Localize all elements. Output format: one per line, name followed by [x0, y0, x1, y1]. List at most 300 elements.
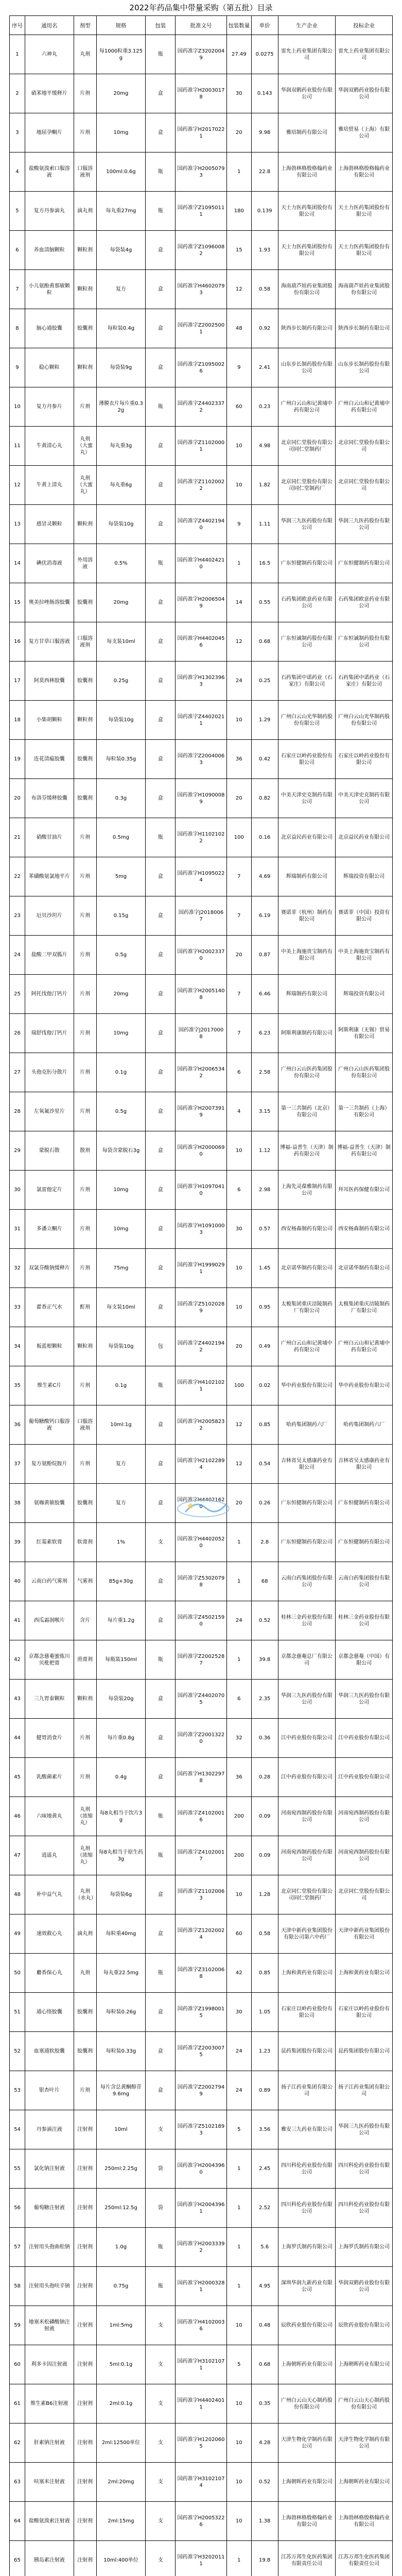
table-cell: 广州白云山光华制药股份有限公司 — [338, 714, 390, 726]
table-cell: 国药准字Z41020017 — [176, 1836, 227, 1875]
table-row — [9, 2502, 393, 2541]
table-cell: 国药准字H20051408 — [176, 975, 227, 1013]
table-cell: 2.45 — [252, 2149, 278, 2188]
table-cell: 20 — [227, 779, 252, 818]
table-cell: 天士力医药集团股份有限公司 — [338, 205, 390, 217]
table-row — [9, 622, 393, 662]
table-cell: 广东恒健制药有限公司 — [338, 1500, 390, 1506]
table-cell: 北京益民药业有限公司 — [278, 818, 336, 857]
table-cell: 32 — [227, 1719, 252, 1757]
table-cell: 0.1g — [97, 1053, 146, 1092]
table-cell: 38 — [10, 1484, 25, 1522]
table-cell: 广州白云山天心制药股份有限公司 — [278, 2384, 336, 2423]
table-cell: 丸剂（大蜜丸） — [74, 427, 97, 465]
table-cell: 国药准字Z10950111 — [176, 192, 227, 230]
table-cell: 每袋含蒙脱石3g — [97, 1131, 146, 1170]
table-cell: 盒 — [146, 701, 176, 739]
table-cell: 盒 — [146, 1680, 176, 1718]
table-cell: 9 — [227, 505, 252, 544]
table-cell: 0.23 — [252, 387, 278, 426]
table-cell: 64 — [10, 2502, 25, 2540]
table-cell: 盒 — [146, 270, 176, 309]
table-cell: 15 — [227, 231, 252, 269]
table-cell: 口服溶液剂 — [74, 1405, 97, 1444]
table-cell: 哈药集团制药六厂 — [278, 1405, 336, 1444]
table-cell: 国药准字Z32020049 — [176, 35, 227, 74]
table-cell: 山东步长制药股份有限公司 — [338, 361, 390, 374]
table-cell: 10 — [10, 387, 25, 426]
table-cell: 支 — [146, 2502, 176, 2540]
table-cell: 2ml:12500单位 — [97, 2424, 146, 2462]
table-cell: 36 — [227, 740, 252, 778]
table-cell: 四川科伦药业股份有限公司 — [338, 2162, 390, 2175]
table-cell: 1 — [227, 2189, 252, 2227]
table-cell: 0.26 — [252, 1484, 278, 1522]
table-cell: 胶囊剂 — [74, 2032, 97, 2071]
table-cell: 盒 — [146, 1053, 176, 1092]
table-cell: 中美天津史克制药有限公司 — [278, 779, 336, 818]
table-cell: 上海罗氏制药有限公司 — [278, 2228, 336, 2266]
table-cell: 左氧氟沙星片 — [25, 1092, 74, 1131]
table-cell: 广州白云山和记黄埔中药有限公司 — [338, 1340, 390, 1353]
table-cell: 广州白云山光华制药股份有限公司 — [278, 701, 336, 739]
table-cell: 27.49 — [227, 35, 252, 74]
table-cell: 0.55 — [252, 583, 278, 622]
table-cell: 石药集团欧意药业有限公司 — [278, 583, 336, 622]
table-cell: 瓶 — [146, 2267, 176, 2306]
table-cell: 注射剂 — [74, 2189, 97, 2227]
table-row — [9, 818, 393, 857]
table-cell: 30 — [10, 1171, 25, 1209]
table-cell: 国药准字Z20040063 — [176, 740, 227, 778]
table-row — [9, 1680, 393, 1719]
table-cell: 200 — [227, 1836, 252, 1875]
table-row — [9, 1954, 393, 1993]
table-cell: 0.5mg — [97, 818, 146, 857]
table-row — [9, 896, 393, 936]
table-row — [9, 427, 393, 466]
table-cell: 六味地黄丸 — [25, 1797, 74, 1836]
table-cell: 2ml:15mg — [97, 2502, 146, 2540]
table-cell: 20mg — [97, 74, 146, 113]
table-cell: 22.8 — [252, 152, 278, 191]
table-cell: 28 — [10, 1092, 25, 1131]
table-cell: 58 — [10, 2267, 25, 2306]
table-cell: 46 — [10, 1797, 25, 1836]
header-cell: 剂型 — [74, 16, 97, 35]
table-cell: 36 — [10, 1405, 25, 1444]
table-cell: 国药准字H19990291 — [176, 1249, 227, 1287]
table-cell: 补中益气丸 — [25, 1875, 74, 1914]
table-cell: 国药准字Z10960082 — [176, 231, 227, 269]
table-cell: 国药准字H20065049 — [176, 583, 227, 622]
table-cell: 85g+30g — [97, 1562, 146, 1601]
table-cell: 48 — [10, 1875, 25, 1914]
table-row — [9, 1405, 393, 1445]
table-cell: 颗粒剂 — [74, 270, 97, 309]
table-cell: 复方甘草口服溶液 — [25, 622, 74, 661]
table-cell: 盒 — [146, 1445, 176, 1483]
table-cell: 57 — [10, 2228, 25, 2266]
table-cell: 2 — [10, 74, 25, 113]
table-cell: 国药准字H44024011 — [176, 2384, 227, 2423]
table-cell: 0.49 — [252, 1327, 278, 1366]
table-cell: 昆药集团股份有限公司 — [338, 2048, 390, 2054]
table-cell: 广东恒健制药有限公司 — [278, 544, 336, 583]
table-row — [9, 387, 393, 427]
table-cell: 胰岛素注射液 — [25, 2541, 74, 2576]
table-row — [9, 701, 393, 740]
table-cell: 西安杨森制药有限公司 — [278, 1210, 336, 1248]
table-cell: 0.28 — [252, 1758, 278, 1797]
table-cell: 辰欣药业股份有限公司 — [278, 2306, 336, 2345]
table-cell: 上海朝晖药业有限公司 — [278, 2345, 336, 2384]
table-row — [9, 857, 393, 896]
table-cell: 0.52 — [252, 1601, 278, 1640]
table-cell: 10 — [227, 701, 252, 739]
table-cell: 注射剂 — [74, 2267, 97, 2306]
table-cell: 0.25g — [97, 662, 146, 700]
table-row — [9, 74, 393, 113]
table-cell: 昆药集团股份有限公司 — [278, 2032, 336, 2071]
table-cell: 北京同仁堂股份有限公司同仁堂制药厂 — [278, 1875, 336, 1914]
table-cell: 1 — [10, 35, 25, 74]
table-cell: 国药准字H31021071 — [176, 2345, 227, 2384]
table-cell: 石药集团欧意药业有限公司 — [338, 596, 390, 609]
table-cell: 广东恒健制药有限公司 — [338, 561, 390, 566]
table-cell: 49 — [10, 1914, 25, 1953]
table-cell: 国药准字Z31020068 — [176, 1954, 227, 1992]
table-cell: 国药准字Z20013220 — [176, 1719, 227, 1757]
table-cell: 盒 — [146, 309, 176, 348]
table-cell: 每粒重40mg — [97, 1914, 146, 1953]
table-cell: 四川科伦药业股份有限公司 — [338, 2201, 390, 2214]
table-row — [9, 1327, 393, 1366]
table-cell: 太极集团重庆涪陵制药厂有限公司 — [278, 1288, 336, 1327]
table-cell: 国药准字H31021074 — [176, 2463, 227, 2501]
table-cell: 盒 — [146, 1993, 176, 2031]
table-cell: 5ml:0.1g — [97, 2345, 146, 2384]
table-cell: 国药准字Z44020705 — [176, 1680, 227, 1718]
table-cell: 广州白云山和记黄埔中药有限公司 — [338, 400, 390, 413]
table-cell: 每丸重6g — [97, 466, 146, 504]
table-cell: 国药准字H41020036 — [176, 2306, 227, 2345]
table-cell: 2.98 — [252, 1171, 278, 1209]
table-cell: 胶囊剂 — [74, 779, 97, 818]
table-cell: 石家庄以岭药业股份有限公司 — [338, 2006, 390, 2019]
table-cell: 太极集团重庆涪陵制药厂有限公司 — [338, 1301, 390, 1314]
table-row — [9, 936, 393, 975]
table-cell: 每粒装0.4g — [97, 309, 146, 348]
table-cell: 2.58 — [252, 1053, 278, 1092]
table-header-row — [9, 15, 393, 35]
table-cell: 上海先灵葆雅制药有限公司 — [278, 1171, 336, 1209]
table-cell: 雅培制药有限公司 — [278, 113, 336, 152]
table-cell: 广州白云山医药集团股份有限公司 — [278, 1053, 336, 1092]
table-cell: 7 — [227, 857, 252, 896]
table-cell: 蒙脱石散 — [25, 1131, 74, 1170]
table-cell: 盒 — [146, 1914, 176, 1953]
table-row — [9, 1523, 393, 1562]
table-cell: 0.0275 — [252, 35, 278, 74]
table-cell: 盒 — [146, 1131, 176, 1170]
table-cell: 16.5 — [252, 544, 278, 583]
table-cell: 0.89 — [252, 2071, 278, 2110]
table-cell: 广州白云山医药集团股份有限公司 — [338, 1066, 390, 1079]
table-cell: 北京同仁堂股份有限公司同仁堂制药厂 — [278, 427, 336, 465]
table-cell: 盒 — [146, 348, 176, 387]
table-cell: 颗粒剂 — [74, 348, 97, 387]
table-cell: 云南白药集团股份有限公司 — [338, 1575, 390, 1588]
table-cell: 氨咖黄敏胶囊 — [25, 1484, 74, 1522]
table-cell: 44 — [10, 1719, 25, 1757]
table-cell: 6 — [227, 1053, 252, 1092]
table-cell: 每瓶装150ml — [97, 1640, 146, 1679]
table-cell: 4.69 — [252, 857, 278, 896]
table-cell: 华润双鹤药业股份有限公司 — [338, 2280, 390, 2293]
table-cell: 河南宛西制药股份有限公司 — [338, 1849, 390, 1862]
table-cell: 1.0g — [97, 2228, 146, 2266]
table-cell: 片剂 — [74, 1366, 97, 1405]
table-cell: 31 — [10, 1210, 25, 1248]
table-cell: 速效救心丸 — [25, 1914, 74, 1953]
table-cell: 胶囊剂 — [74, 1484, 97, 1522]
table-cell: 感冒灵颗粒 — [25, 505, 74, 544]
table-cell: 盒 — [146, 1249, 176, 1287]
table-cell: 1.11 — [252, 505, 278, 544]
table-cell: 片剂 — [74, 936, 97, 974]
table-cell: 硝苯地平缓释片 — [25, 74, 74, 113]
table-cell: 国药准字Z11020001 — [176, 427, 227, 465]
table-row — [9, 348, 393, 387]
table-cell: 辉瑞投资有限公司 — [343, 991, 385, 997]
table-row — [9, 2267, 393, 2306]
table-cell: 丹参滴注液 — [25, 2110, 74, 2149]
table-cell: 75mg — [97, 1249, 146, 1287]
table-cell: 24 — [227, 1601, 252, 1640]
table-cell: 北京同仁堂股份有限公司 — [338, 479, 390, 492]
table-cell: 华润三九医药股份有限公司 — [338, 1692, 390, 1705]
table-cell: 上海和黄药业有限公司 — [278, 1954, 336, 1992]
table-cell: 注射用头孢呋辛钠 — [25, 2267, 74, 2306]
table-cell: 盒 — [146, 113, 176, 152]
table-cell: 通心络胶囊 — [25, 1993, 74, 2031]
table-cell: 瓶 — [146, 1836, 176, 1875]
header-cell: 序号 — [10, 16, 25, 35]
table-cell: 瓶 — [146, 387, 176, 426]
table-cell: 2.52 — [252, 2189, 278, 2227]
table-cell: 12 — [227, 1445, 252, 1483]
table-cell: 维生素B6注射液 — [25, 2384, 74, 2423]
table-cell: 1.38 — [252, 2502, 278, 2540]
table-cell: 5 — [10, 192, 25, 230]
table-cell: 24 — [10, 936, 25, 974]
table-cell: 国药准字H44021620 — [176, 1484, 227, 1522]
table-cell: 30 — [227, 74, 252, 113]
table-cell: 葡萄糖酸钙口服溶液 — [25, 1405, 74, 1444]
table-cell: 雷允上药业集团有限公司 — [338, 48, 390, 61]
table-cell: 0.35 — [252, 2384, 278, 2423]
table-cell: 盒 — [146, 583, 176, 622]
table-cell: 0.4g — [97, 1758, 146, 1797]
table-cell: 4.28 — [252, 2424, 278, 2462]
table-cell: 20 — [227, 1484, 252, 1522]
table-row — [9, 1484, 393, 1523]
table-cell: 54 — [10, 2110, 25, 2149]
table-cell: 三九胃泰颗粒 — [25, 1680, 74, 1718]
table-cell: 煎膏剂 — [74, 1640, 97, 1679]
table-cell: 国药准字H10910003 — [176, 1210, 227, 1248]
table-row — [9, 740, 393, 779]
table-row — [9, 192, 393, 231]
table-cell: 广东恒健制药有限公司 — [278, 1484, 336, 1522]
table-cell: 云南白药集团股份有限公司 — [278, 1562, 336, 1601]
table-cell: 河南宛西制药股份有限公司 — [278, 1836, 336, 1875]
table-row — [9, 1092, 393, 1131]
table-cell: 支 — [146, 2541, 176, 2576]
table-cell: 5 — [227, 2110, 252, 2149]
table-cell: 0.85 — [252, 1405, 278, 1444]
table-cell: 阿莫西林胶囊 — [25, 662, 74, 700]
table-cell: 39 — [10, 1523, 25, 1562]
table-cell: 中美上海施贵宝制药有限公司 — [278, 936, 336, 974]
table-cell: 250ml:12.5g — [97, 2189, 146, 2227]
table-cell: 1.12 — [252, 1131, 278, 1170]
table-cell: 石家庄以岭药业股份有限公司 — [338, 753, 390, 766]
table-cell: 国药准字J20180067 — [176, 896, 227, 935]
table-cell: 1 — [227, 2267, 252, 2306]
table-cell: 陕西步长制药有限公司 — [278, 309, 336, 348]
table-cell: 0.68 — [252, 622, 278, 661]
table-cell: 14 — [10, 544, 25, 583]
table-cell: 盒 — [146, 1288, 176, 1327]
table-cell: 利多卡因注射液 — [25, 2345, 74, 2384]
table-cell: 奥美拉唑肠溶胶囊 — [25, 583, 74, 622]
table-cell: 华润三九医药股份有限公司 — [338, 2123, 390, 2136]
table-cell: 瓶 — [146, 818, 176, 857]
table-cell: 稳心颗粒 — [25, 348, 74, 387]
table-cell: 麝香保心丸 — [25, 1954, 74, 1992]
table-cell: 雅安三九药业有限公司 — [278, 2110, 336, 2149]
table-cell: 国药准字Z11020022 — [176, 466, 227, 504]
table-cell: 6.46 — [252, 975, 278, 1013]
table-cell: 国药准字Z44021942 — [176, 1327, 227, 1366]
table-row — [9, 2541, 393, 2576]
table-cell: 注射剂 — [74, 2306, 97, 2345]
table-cell: 颗粒剂 — [74, 1327, 97, 1366]
table-cell: 天士力医药集团股份有限公司 — [278, 231, 336, 269]
table-cell: 胶囊剂 — [74, 1993, 97, 2031]
table-cell: 雅培贸易（上海）有限公司 — [338, 126, 390, 139]
table-cell: 7 — [10, 270, 25, 309]
table-cell: 北京诺华制药有限公司 — [338, 1265, 390, 1271]
table-cell: 健胃消食片 — [25, 1719, 74, 1757]
table-cell: 注射剂 — [74, 2110, 97, 2149]
table-cell: 复方丹参片 — [25, 387, 74, 426]
table-cell: 袋 — [146, 2189, 176, 2227]
table-cell: 22 — [10, 857, 25, 896]
table-cell: 0.5% — [97, 544, 146, 583]
header-cell: 投标企业 — [353, 22, 375, 29]
table-cell: 0.36 — [252, 1719, 278, 1757]
table-cell: 国药准字H20043960 — [176, 2149, 227, 2188]
table-cell: 山东步长制药股份有限公司 — [278, 348, 336, 387]
table-cell: 19.8 — [252, 2541, 278, 2576]
table-cell: 国药准字H44020456 — [176, 622, 227, 661]
table-cell: 盒 — [146, 1210, 176, 1248]
table-cell: 国药准字H10900089 — [176, 779, 227, 818]
table-cell: 10 — [227, 2306, 252, 2345]
table-cell: 颗粒剂 — [74, 701, 97, 739]
table-cell: 上海朝晖药业有限公司 — [338, 2479, 390, 2485]
table-row — [9, 1014, 393, 1053]
table-cell: 每丸重27mg — [97, 192, 146, 230]
table-cell: 国药准字Z51020289 — [176, 1288, 227, 1327]
table-cell: 24 — [227, 2071, 252, 2110]
table-cell: 0.16 — [252, 818, 278, 857]
table-cell: 26 — [10, 1014, 25, 1053]
table-cell: 片剂 — [74, 1171, 97, 1209]
table-cell: 国药准字H11021022 — [176, 818, 227, 857]
table-row — [9, 1640, 393, 1680]
table-cell: 27 — [10, 1053, 25, 1092]
table-row — [9, 2071, 393, 2110]
table-cell: 胶囊剂 — [74, 662, 97, 700]
table-cell: 17 — [10, 662, 25, 700]
table-cell: 盒 — [146, 427, 176, 465]
table-cell: 片剂 — [74, 1758, 97, 1797]
table-cell: 20 — [227, 1327, 252, 1366]
table-row — [9, 1445, 393, 1484]
table-cell: 42 — [10, 1640, 25, 1679]
table-cell: 国药准字H20043961 — [176, 2189, 227, 2227]
table-cell: 丸剂（浓缩丸） — [74, 1836, 97, 1875]
table-cell: 国药准字H20023370 — [176, 936, 227, 974]
table-cell: 10ml — [97, 2110, 146, 2149]
table-row — [9, 544, 393, 583]
table-cell: 京都念慈菴（中国）有限公司 — [338, 1653, 390, 1666]
table-cell: 天津生物化学制药有限公司 — [338, 2436, 390, 2449]
table-cell: 扬子江药业集团有限公司 — [338, 2084, 390, 2097]
table-row — [9, 1366, 393, 1405]
table-cell: 桂林三金药业股份有限公司 — [338, 1614, 390, 1627]
table-row — [9, 2306, 393, 2345]
table-cell: 国药准字H20073919 — [176, 1092, 227, 1131]
table-cell: 片剂 — [74, 2071, 97, 2110]
table-cell: 6 — [10, 231, 25, 269]
table-cell: 含片 — [74, 1601, 97, 1640]
table-cell: 国药准字Z41020016 — [176, 1797, 227, 1836]
table-row — [9, 779, 393, 818]
table-cell: 雷允上药业集团有限公司 — [278, 35, 336, 74]
table-cell: 国药准字H44024210 — [176, 544, 227, 583]
table-cell: 盒 — [146, 1562, 176, 1601]
table-cell: 0.54 — [252, 1445, 278, 1483]
table-cell: 华润双鹤药业股份有限公司 — [278, 74, 336, 113]
table-cell: 国药准字H46020793 — [176, 270, 227, 309]
table-cell: 四川科伦药业股份有限公司 — [278, 2189, 336, 2227]
table-cell: 40 — [10, 1562, 25, 1601]
table-cell: 片剂 — [74, 818, 97, 857]
table-cell: 盒 — [146, 74, 176, 113]
table-cell: 盒 — [146, 1171, 176, 1209]
table-cell: 西安杨森制药有限公司 — [338, 1226, 390, 1232]
table-cell: 国药准字H41021021 — [176, 1366, 227, 1405]
table-cell: 盒 — [146, 622, 176, 661]
table-cell: 200 — [227, 1797, 252, 1836]
table-cell: 盒 — [146, 1719, 176, 1757]
table-cell: 国药准字H12020605 — [176, 2424, 227, 2462]
